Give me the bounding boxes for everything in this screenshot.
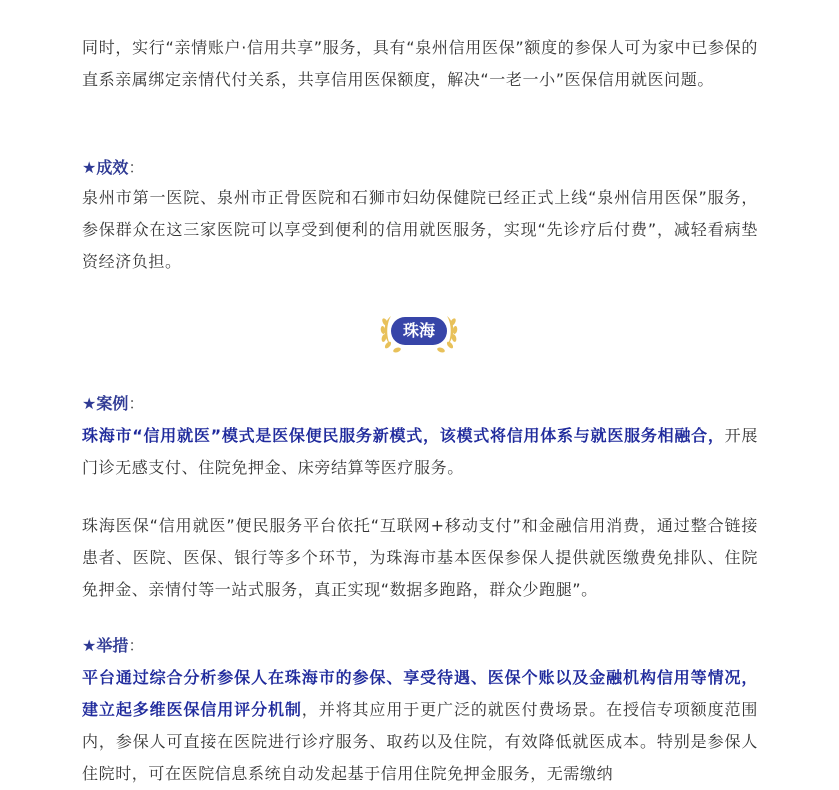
star-icon: ★: [82, 158, 97, 177]
city-badge-label: 珠海: [391, 317, 447, 345]
measures-heading: [82, 630, 144, 662]
case-text: 开展门诊无感支付、住院免押金、床旁结算等医疗服务。: [82, 426, 758, 477]
measures-heading-label: 举措: [96, 636, 129, 655]
effect-heading: [82, 152, 144, 184]
case-paragraph: [82, 420, 758, 484]
measures-text: ，并将其应用于更广泛的就医付费场景。在授信专项额度范围内，参保人可直接在医院进行诊疗服务、取药以及住院，有效降低就医成本。特别是参保人住院时，可在医院信息系统自动发起基于信用住院免押金服务，无需缴纳: [82, 700, 758, 783]
measures-highlight: 平台通过综合分析参保人在珠海市的参保、享受待遇、医保个账以及金融机构信用等情况，建立起多维医保信用评分机制: [82, 668, 758, 719]
star-icon: ★: [82, 394, 97, 413]
effect-paragraph: 泉州市第一医院、泉州市正骨医院和石狮市妇幼保健院已经正式上线“泉州信用医保”服务，参保群众在这三家医院可以享受到便利的信用就医服务，实现“先诊疗后付费”，减轻看病垫资经济负担。: [82, 188, 758, 271]
effect-heading-label: 成效: [96, 158, 129, 177]
measures-paragraph: [82, 662, 758, 790]
case-heading: [82, 388, 144, 420]
heading-colon: ：: [128, 158, 145, 177]
family-account-paragraph: 同时，实行“亲情账户·信用共享”服务，具有“泉州信用医保”额度的参保人可为家中已参保的直系亲属绑定亲情代付关系，共享信用医保额度，解决“一老一小”医保信用就医问题。: [82, 38, 758, 89]
case-heading-label: 案例: [96, 394, 129, 413]
city-badge-zhuhai: [377, 308, 461, 354]
platform-paragraph: 珠海医保“信用就医”便民服务平台依托“互联网+移动支付”和金融信用消费，通过整合链接患者、医院、医保、银行等多个环节，为珠海市基本医保参保人提供就医缴费免排队、住院免押金、亲情付等一站式服务，真正实现“数据多跑路，群众少跑腿”。: [82, 516, 758, 599]
star-icon: ★: [82, 636, 97, 655]
heading-colon: ：: [128, 636, 145, 655]
heading-colon: ：: [128, 394, 145, 413]
case-highlight: 珠海市“信用就医”模式是医保便民服务新模式，该模式将信用体系与就医服务相融合，: [82, 426, 725, 445]
